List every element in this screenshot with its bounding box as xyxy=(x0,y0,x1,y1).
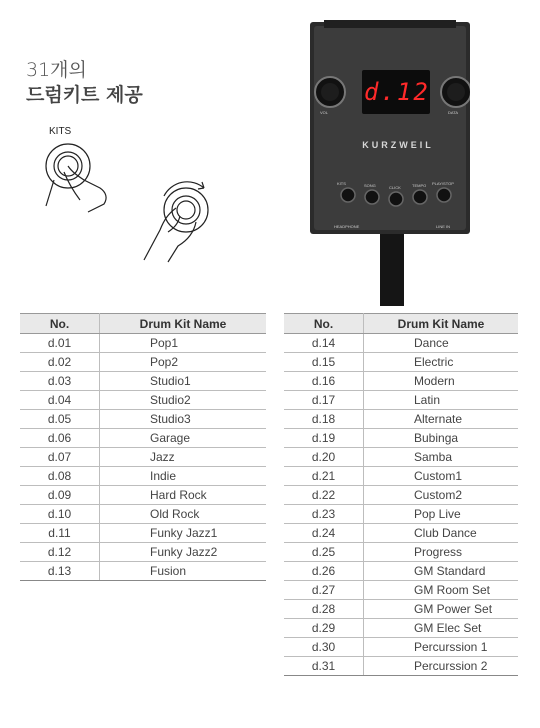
kit-name: Modern xyxy=(364,372,519,391)
kit-number: d.15 xyxy=(284,353,364,372)
kit-number: d.31 xyxy=(284,657,364,676)
headphone-label: HEADPHONE xyxy=(334,224,360,229)
kit-number: d.06 xyxy=(20,429,100,448)
kit-number: d.03 xyxy=(20,372,100,391)
kit-name: Latin xyxy=(364,391,519,410)
column-header-name: Drum Kit Name xyxy=(364,314,519,334)
table-row xyxy=(284,372,518,391)
kit-number: d.13 xyxy=(20,562,100,581)
table-row xyxy=(284,562,518,581)
table-row xyxy=(20,334,266,353)
table-row xyxy=(284,429,518,448)
kit-number: d.18 xyxy=(284,410,364,429)
heading xyxy=(26,58,143,108)
kit-name: GM Elec Set xyxy=(364,619,519,638)
table-row xyxy=(284,448,518,467)
song-button xyxy=(365,190,379,204)
song-button-label: SONG xyxy=(364,183,376,188)
table-row xyxy=(20,543,266,562)
kit-name: Fusion xyxy=(100,562,267,581)
kit-name: Progress xyxy=(364,543,519,562)
kit-number: d.26 xyxy=(284,562,364,581)
kit-name: Custom1 xyxy=(364,467,519,486)
kit-number: d.12 xyxy=(20,543,100,562)
kits-button xyxy=(341,188,355,202)
kit-name: Pop Live xyxy=(364,505,519,524)
table-row xyxy=(20,562,266,581)
table-header-row xyxy=(284,314,518,334)
kit-number: d.30 xyxy=(284,638,364,657)
kit-name: Custom2 xyxy=(364,486,519,505)
table-row xyxy=(20,391,266,410)
column-header-no: No. xyxy=(20,314,100,334)
table-row xyxy=(20,448,266,467)
line-in-label: LINE IN xyxy=(436,224,451,229)
click-button xyxy=(389,192,403,206)
play-stop-button-label: PLAY/STOP xyxy=(432,181,454,186)
kit-number: d.24 xyxy=(284,524,364,543)
table-row xyxy=(284,543,518,562)
kit-name: GM Standard xyxy=(364,562,519,581)
kit-name: Indie xyxy=(100,467,267,486)
kit-name: Percurssion 1 xyxy=(364,638,519,657)
kit-name: Electric xyxy=(364,353,519,372)
table-row xyxy=(20,524,266,543)
drum-kit-table-right xyxy=(284,313,518,676)
kit-number: d.20 xyxy=(284,448,364,467)
kit-name: Old Rock xyxy=(100,505,267,524)
kit-name: GM Power Set xyxy=(364,600,519,619)
table-row xyxy=(284,353,518,372)
table-row xyxy=(284,334,518,353)
kit-name: Bubinga xyxy=(364,429,519,448)
brand-logo: KURZWEIL xyxy=(362,140,434,150)
kit-number: d.08 xyxy=(20,467,100,486)
kit-number: d.01 xyxy=(20,334,100,353)
table-row xyxy=(20,429,266,448)
table-row xyxy=(284,524,518,543)
kit-name: Garage xyxy=(100,429,267,448)
drum-module-device xyxy=(310,0,470,306)
stand-pole xyxy=(380,230,404,306)
tempo-button xyxy=(413,190,427,204)
kit-number: d.09 xyxy=(20,486,100,505)
table-row xyxy=(284,619,518,638)
table-row xyxy=(20,372,266,391)
hand-knob-illustration xyxy=(28,136,228,266)
column-header-no: No. xyxy=(284,314,364,334)
table-row xyxy=(284,486,518,505)
table-row xyxy=(20,486,266,505)
kit-number: d.04 xyxy=(20,391,100,410)
kit-name: Pop2 xyxy=(100,353,267,372)
kit-name: Dance xyxy=(364,334,519,353)
table-row xyxy=(284,467,518,486)
kit-name: Jazz xyxy=(100,448,267,467)
kit-number: d.07 xyxy=(20,448,100,467)
kit-name: Samba xyxy=(364,448,519,467)
kit-number: d.19 xyxy=(284,429,364,448)
play-stop-button xyxy=(437,188,451,202)
kit-number: d.25 xyxy=(284,543,364,562)
kit-name: Studio2 xyxy=(100,391,267,410)
table-row xyxy=(284,600,518,619)
kit-number: d.29 xyxy=(284,619,364,638)
vol-label: VOL xyxy=(320,110,329,115)
column-header-name: Drum Kit Name xyxy=(100,314,267,334)
kit-name: Funky Jazz1 xyxy=(100,524,267,543)
kit-name: Alternate xyxy=(364,410,519,429)
kit-name: Pop1 xyxy=(100,334,267,353)
kit-name: Studio1 xyxy=(100,372,267,391)
table-row xyxy=(284,581,518,600)
kit-name: Funky Jazz2 xyxy=(100,543,267,562)
table-row xyxy=(20,410,266,429)
table-header-row xyxy=(20,314,266,334)
tempo-button-label: TEMPO xyxy=(412,183,427,188)
heading-line2: 드럼키트 제공 xyxy=(26,84,143,106)
kit-number: d.14 xyxy=(284,334,364,353)
kit-number: d.23 xyxy=(284,505,364,524)
kit-number: d.10 xyxy=(20,505,100,524)
heading-line1: 31개의 xyxy=(26,59,87,81)
kit-number: d.22 xyxy=(284,486,364,505)
kit-number: d.02 xyxy=(20,353,100,372)
kits-button-label: KITS xyxy=(337,181,346,186)
table-row xyxy=(284,410,518,429)
kit-number: d.11 xyxy=(20,524,100,543)
table-row xyxy=(284,391,518,410)
table-row xyxy=(284,505,518,524)
table-row xyxy=(20,505,266,524)
table-row xyxy=(284,657,518,676)
table-row xyxy=(20,467,266,486)
kit-name: GM Room Set xyxy=(364,581,519,600)
kit-number: d.17 xyxy=(284,391,364,410)
kit-name: Club Dance xyxy=(364,524,519,543)
kits-label: KITS xyxy=(49,126,72,137)
table-row xyxy=(284,638,518,657)
table-row xyxy=(20,353,266,372)
drum-kit-table-left xyxy=(20,313,266,581)
data-knob-outer-icon xyxy=(164,188,208,232)
kit-name: Hard Rock xyxy=(100,486,267,505)
kit-number: d.21 xyxy=(284,467,364,486)
kit-number: d.16 xyxy=(284,372,364,391)
kit-number: d.28 xyxy=(284,600,364,619)
kit-number: d.27 xyxy=(284,581,364,600)
kit-name: Studio3 xyxy=(100,410,267,429)
data-label: DATA xyxy=(448,110,459,115)
display-readout: d.12 xyxy=(364,78,430,106)
kit-name: Percurssion 2 xyxy=(364,657,519,676)
kit-number: d.05 xyxy=(20,410,100,429)
click-button-label: CLICK xyxy=(389,185,401,190)
